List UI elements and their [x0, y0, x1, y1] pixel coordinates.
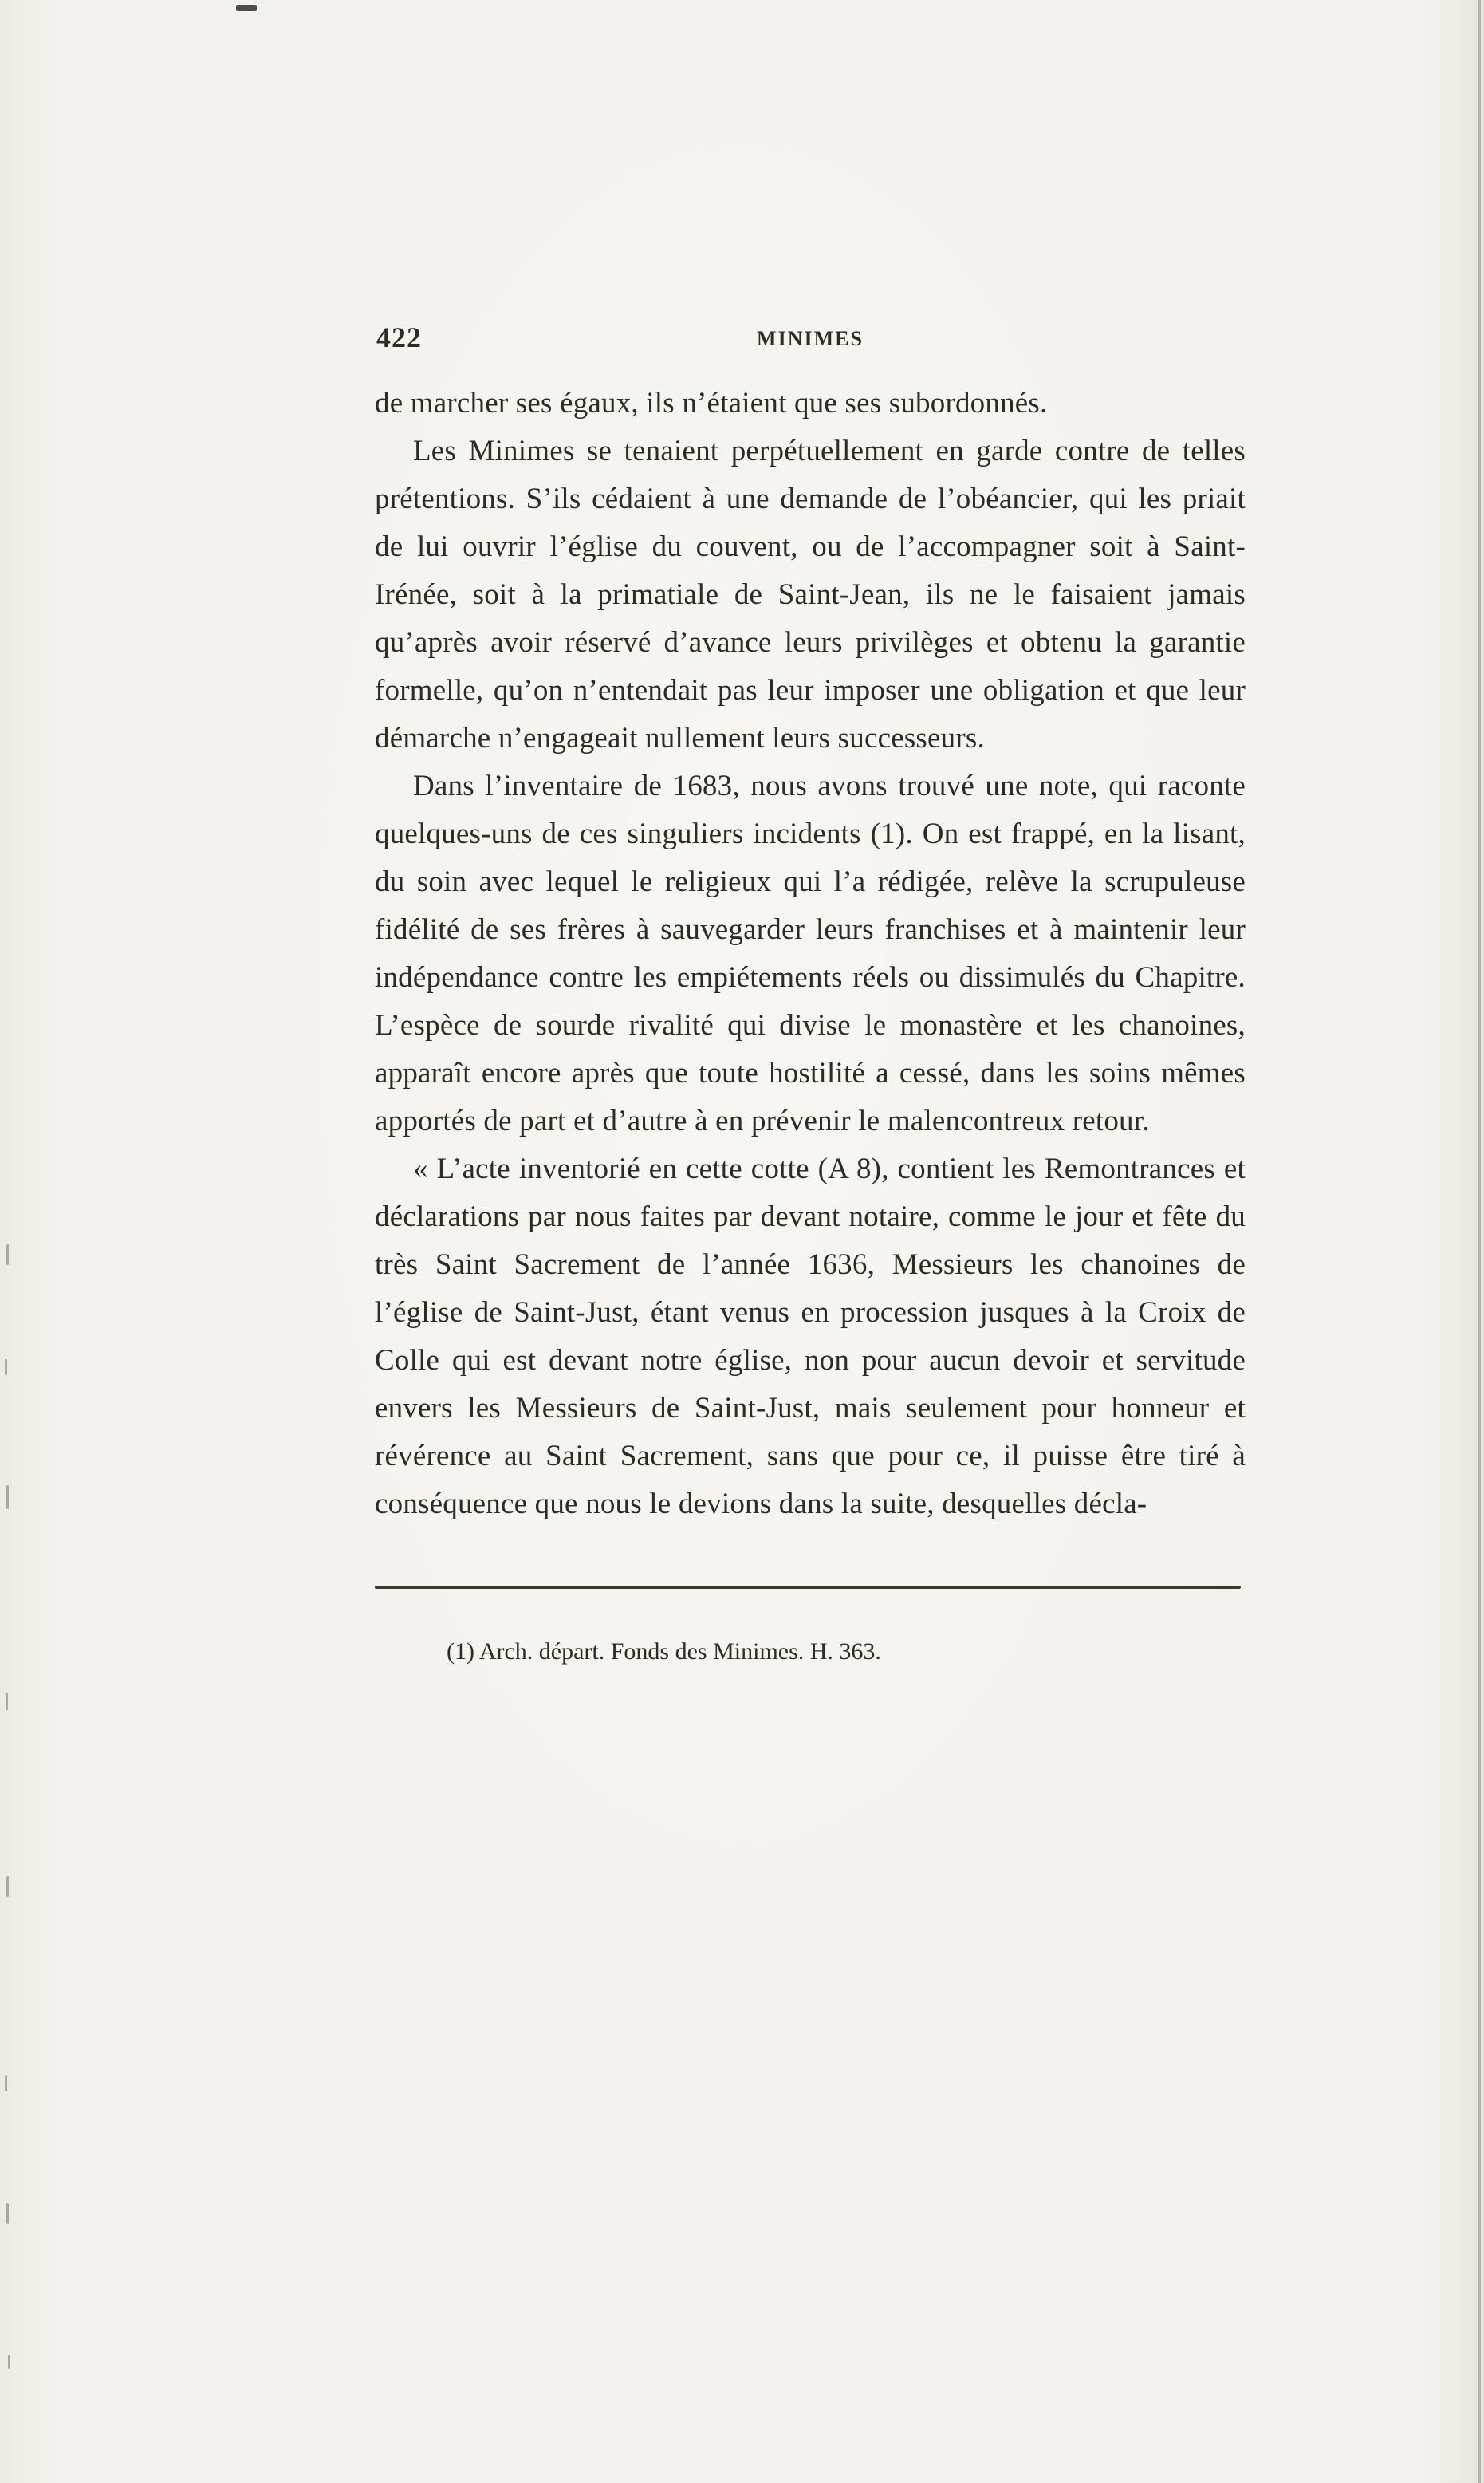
- scan-artifact-mark: [6, 1244, 9, 1265]
- scan-artifact-mark: [6, 2203, 9, 2224]
- footnote: (1) Arch. départ. Fonds des Minimes. H. 363.: [447, 1638, 881, 1665]
- scan-artifact-mark: [5, 2075, 7, 2091]
- scan-artifact-mark: [236, 5, 257, 11]
- scan-artifact-mark: [6, 1485, 9, 1509]
- paragraph-quote: « L’acte inventorié en cette cotte (A 8), contient les Remontrances et déclarations par nous faites par devant notaire, comme le jour et fête du très Saint Sacrement de l’année 1636, Messieurs les chanoines de l’église de Saint-Just, étant venus en procession jusques à la Croix de Colle qui est devant notre église, non pour aucun devoir et servitude envers les Messieurs de Saint-Just, mais seulement pour honneur et révérence au Saint Sacrement, sans que pour ce, il puisse être tiré à conséquence que nous le devions dans la suite, desquelles décla-: [375, 1153, 1246, 1520]
- running-header: MINIMES: [757, 327, 864, 350]
- page-number: 422: [376, 321, 422, 353]
- scan-artifact-mark: [6, 1876, 9, 1897]
- paragraph-continuation: de marcher ses égaux, ils n’étaient que ses subordonnés.: [375, 387, 1048, 420]
- page-header: [375, 321, 1246, 361]
- page-content: [375, 321, 1246, 1669]
- scan-artifact-mark: [6, 1693, 8, 1710]
- scan-artifact-mark: [8, 2355, 10, 2369]
- scan-edge-line: [1478, 0, 1481, 2483]
- scan-artifact-mark: [5, 1359, 7, 1375]
- footnote-separator-rule: [375, 1586, 1241, 1589]
- paragraph: Dans l’inventaire de 1683, nous avons trouvé une note, qui raconte quelques-uns de ces singuliers incidents (1). On est frappé, en la lisant, du soin avec lequel le religieux qui l’a rédigée, relève la scrupuleuse fidélité de ses frères à sauvegarder leurs franchises et à maintenir leur indépendance contre les empiétements réels ou dissimulés du Chapitre. L’espèce de sourde rivalité qui divise le monastère et les chanoines, apparaît encore après que toute hostilité a cessé, dans les soins mêmes apportés de part et d’autre à en prévenir le malencontreux retour.: [375, 770, 1246, 1137]
- page-body: [375, 380, 1246, 1528]
- paragraph: Les Minimes se tenaient perpétuellement en garde contre de telles prétentions. S’ils cédaient à une demande de l’obéancier, qui les priait de lui ouvrir l’église du couvent, ou de l’accompagner soit à Saint-Irénée, soit à la primatiale de Saint-Jean, ils ne le faisaient jamais qu’après avoir réservé d’avance leurs privilèges et obtenu la garantie formelle, qu’on n’entendait pas leur imposer une obligation et que leur démarche n’engageait nullement leurs successeurs.: [375, 435, 1246, 755]
